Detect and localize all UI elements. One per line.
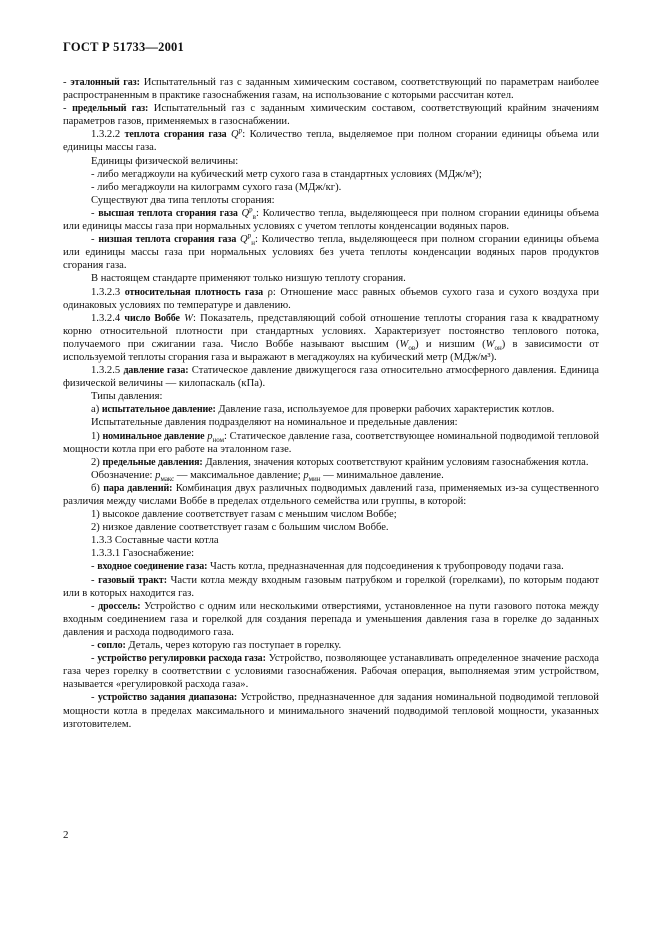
text-run: 1.3.3.1 Газоснабжение: (91, 548, 195, 560)
text-run: Давления, значения которых соответствуют крайним условиям газоснабжения котла. (202, 456, 589, 468)
text-run: - либо мегаджоули на кубический метр сухого газа в стандартных условиях (МДж/м³); (91, 168, 482, 180)
paragraph-p21 (63, 508, 599, 521)
text-run: ρ: Отношение масс равных объемов сухого газа и сухого воздуха при одинаковых условиях по температуре и давлению. (63, 286, 600, 311)
text-run: - (91, 207, 99, 219)
symbol: p (303, 469, 309, 481)
page-number: 2 (63, 829, 69, 841)
text-run: 1) высокое давление соответствует газам с меньшим числом Воббе; (91, 509, 397, 521)
text-run: 1.3.3 Составные части котла (91, 535, 219, 547)
term-label: число Воббе (124, 312, 180, 324)
text-run: - (91, 574, 99, 586)
symbol: W (184, 312, 193, 324)
text-run: - (91, 600, 99, 612)
text-run: - (63, 77, 71, 88)
paragraph-p28 (63, 639, 599, 652)
subscript: макс (160, 474, 175, 483)
text-run: — минимальное давление. (320, 469, 444, 481)
paragraph-p9 (63, 233, 599, 272)
text-run: Испытательные давления подразделяют на номинальное и предельные давления: (91, 417, 458, 429)
paragraph-p24 (63, 547, 599, 560)
text-run: ) и низшим ( (415, 338, 486, 350)
superscript: р (249, 205, 253, 214)
text-run: Испытательный газ с заданным химическим составом, соответствующий крайним значениям параметров газов, применяемых в газоснабжении. (63, 103, 599, 128)
subscript: он (494, 343, 502, 352)
term-label: предельные давления: (102, 456, 203, 468)
text-run: 1.3.2.5 (91, 365, 124, 377)
term-label: эталонный газ: (70, 77, 140, 88)
text-run: 2) (91, 456, 103, 468)
text-run: Деталь, через которую газ поступает в горелку. (125, 640, 342, 652)
text-run: 1.3.2.3 (91, 286, 125, 298)
paragraph-p17 (63, 430, 599, 456)
text-run: Единицы физической величины: (91, 155, 239, 167)
text-run: - (91, 561, 98, 573)
text-run: Части котла между входным газовым патрубком и горелкой (горелками), по которым подают или в которых находится газ. (63, 574, 599, 599)
paragraph-p16 (63, 416, 599, 429)
subscript: ов (408, 343, 416, 352)
term-label: дроссель: (98, 600, 141, 612)
text-run: ) в зависимости от используемой теплоты сгорания газа и выражают в мегаджоулях на кубический метр (МДж/м³). (63, 338, 599, 363)
document-header: ГОСТ Р 51733—2001 (63, 40, 184, 54)
term-label: предельный газ: (72, 103, 149, 115)
paragraph-p15 (63, 403, 599, 416)
term-label: устройство регулировки расхода газа: (97, 653, 266, 665)
text-run: Часть котла, предназначенная для подсоединения к трубопроводу подачи газа. (207, 561, 564, 573)
text-run: 2) низкое давление соответствует газам с большим числом Воббе. (91, 522, 389, 534)
paragraph-p6 (63, 181, 599, 194)
text-run: 1) (91, 430, 103, 442)
symbol: W (485, 338, 495, 350)
paragraph-p30 (63, 691, 599, 730)
term-label: номинальное давление (102, 430, 205, 442)
paragraph-p14 (63, 390, 599, 403)
symbol: p (155, 469, 161, 481)
paragraph-p29 (63, 652, 599, 691)
text-run: - (91, 692, 98, 704)
text-run: - (91, 653, 98, 665)
symbol: W (399, 338, 409, 350)
text-run: В настоящем стандарте применяют только низшую теплоту сгорания. (91, 273, 406, 285)
text-run: : Количество тепла, выделяющееся при полном сгорании единицы объема или единицы массы газа при нормальных условиях с учетом теплоты конденсации водяных паров. (63, 207, 599, 233)
text-run: — максимальное давление; (174, 469, 304, 481)
text-run: - (91, 234, 99, 246)
subscript: н (251, 239, 255, 248)
paragraph-p3 (63, 128, 599, 154)
paragraph-p8 (63, 207, 599, 233)
paragraph-p12 (63, 312, 599, 364)
term-label: давление газа: (123, 365, 189, 377)
symbol: Q (241, 207, 250, 219)
term-label: высшая теплота сгорания газа (98, 207, 238, 219)
text-run: : Статическое давление газа, соответствующее номинальной подводимой тепловой мощности котла при его работе на эталонном газе. (63, 430, 599, 455)
text-run: Комбинация двух различных подводимых давлений газа, применяемых из-за существенного различия между числами Воббе в пределах отдельного семейства или группы, в которой: (63, 482, 599, 507)
symbol: Q (231, 129, 239, 141)
subscript: ном (212, 435, 225, 444)
term-label: испытательное давление: (101, 404, 216, 416)
term-label: входное соединение газа: (97, 561, 208, 573)
paragraph-p4 (63, 155, 599, 168)
text-run: Давление газа, используемое для проверки рабочих характеристик котлов. (215, 404, 555, 416)
term-label: относительная плотность газа (124, 286, 264, 298)
subscript: в (252, 213, 256, 222)
term-label: пара давлений: (103, 482, 173, 494)
text-run: - либо мегаджоули на килограмм сухого газа (МДж/кг). (91, 181, 342, 193)
text-run: 1.3.2.2 (91, 129, 125, 141)
term-label: теплота сгорания газа (124, 129, 227, 141)
paragraph-p10 (63, 272, 599, 285)
text-run: Типы давления: (91, 391, 163, 403)
paragraph-p25 (63, 560, 599, 573)
text-run: а) (91, 404, 102, 416)
text-run: - (91, 640, 98, 652)
symbol: p (207, 430, 213, 442)
text-run: Статическое давление движущегося газа относительно атмосферного давления. Единица физической величины — килопаскаль (кПа). (63, 365, 600, 390)
text-run: Обозначение: (91, 469, 156, 481)
symbol: Q (240, 234, 248, 246)
text-run: Устройство, позволяющее устанавливать определенное значение расхода газа через горелку в соответствии с условиями газоснабжения. Рабочая операция, выполняемая этим устройством, называется «регулировкой расхода газа». (63, 653, 599, 691)
paragraph-p20 (63, 482, 599, 508)
term-label: сопло: (97, 640, 126, 652)
text-run: б) (91, 482, 104, 494)
term-label: устройство задания диапазона: (97, 692, 238, 704)
text-run: - (63, 103, 73, 115)
paragraph-p7 (63, 194, 599, 207)
superscript: р (238, 126, 243, 135)
paragraph-p18 (63, 456, 599, 469)
text-run: Испытательный газ с заданным химическим составом, соответствующий по параметрам наиболее распространенным в практике газоснабжения газам, на использование с которыми рассчитан котел. (63, 77, 600, 102)
term-label: низшая теплота сгорания газа (98, 234, 237, 246)
superscript: р (247, 231, 252, 240)
text-run: Существуют два типа теплоты сгорания: (91, 194, 275, 206)
paragraph-p19 (63, 469, 599, 482)
document-body (63, 76, 599, 731)
paragraph-p2 (63, 102, 599, 128)
text-run: Устройство с одним или несколькими отверстиями, установленное на пути газового потока между входным соединением газа и горелкой для создания перепада и уменьшения давления газа в горелке до заданных давления и расхода подводимого газа. (63, 600, 599, 638)
paragraph-p27 (63, 600, 599, 639)
paragraph-p23 (63, 534, 599, 547)
text-run: 1.3.2.4 (91, 312, 125, 324)
text-run: : Количество тепла, выделяющееся при полном сгорании единицы объема или единицы массы газа при нормальных условиях без учета теплоты конденсации водяных паров продуктов сгорания газа. (63, 234, 599, 272)
paragraph-p13 (63, 364, 599, 390)
subscript: мин (308, 474, 321, 483)
text-run: : Количество тепла, выделяемое при полном сгорании единицы объема или единицы массы газа. (63, 129, 600, 154)
text-run: : Показатель, представляющий собой отношение теплоты сгорания газа к квадратному корню относительной плотности при стандартных условиях. Характеризует постоянство теплового потока, получаемого при сжигании газа. Число Воббе называют высшим ( (63, 312, 600, 350)
paragraph-p5 (63, 168, 599, 181)
paragraph-p26 (63, 574, 599, 600)
paragraph-p11 (63, 286, 599, 312)
paragraph-p1 (63, 76, 599, 102)
paragraph-p22 (63, 521, 599, 534)
term-label: газовый тракт: (98, 574, 167, 586)
text-run: Устройство, предназначенное для задания номинальной подводимой тепловой мощности котла в пределах максимального и минимального значений подводимой тепловой мощности, указанных изготовителем. (63, 692, 599, 730)
